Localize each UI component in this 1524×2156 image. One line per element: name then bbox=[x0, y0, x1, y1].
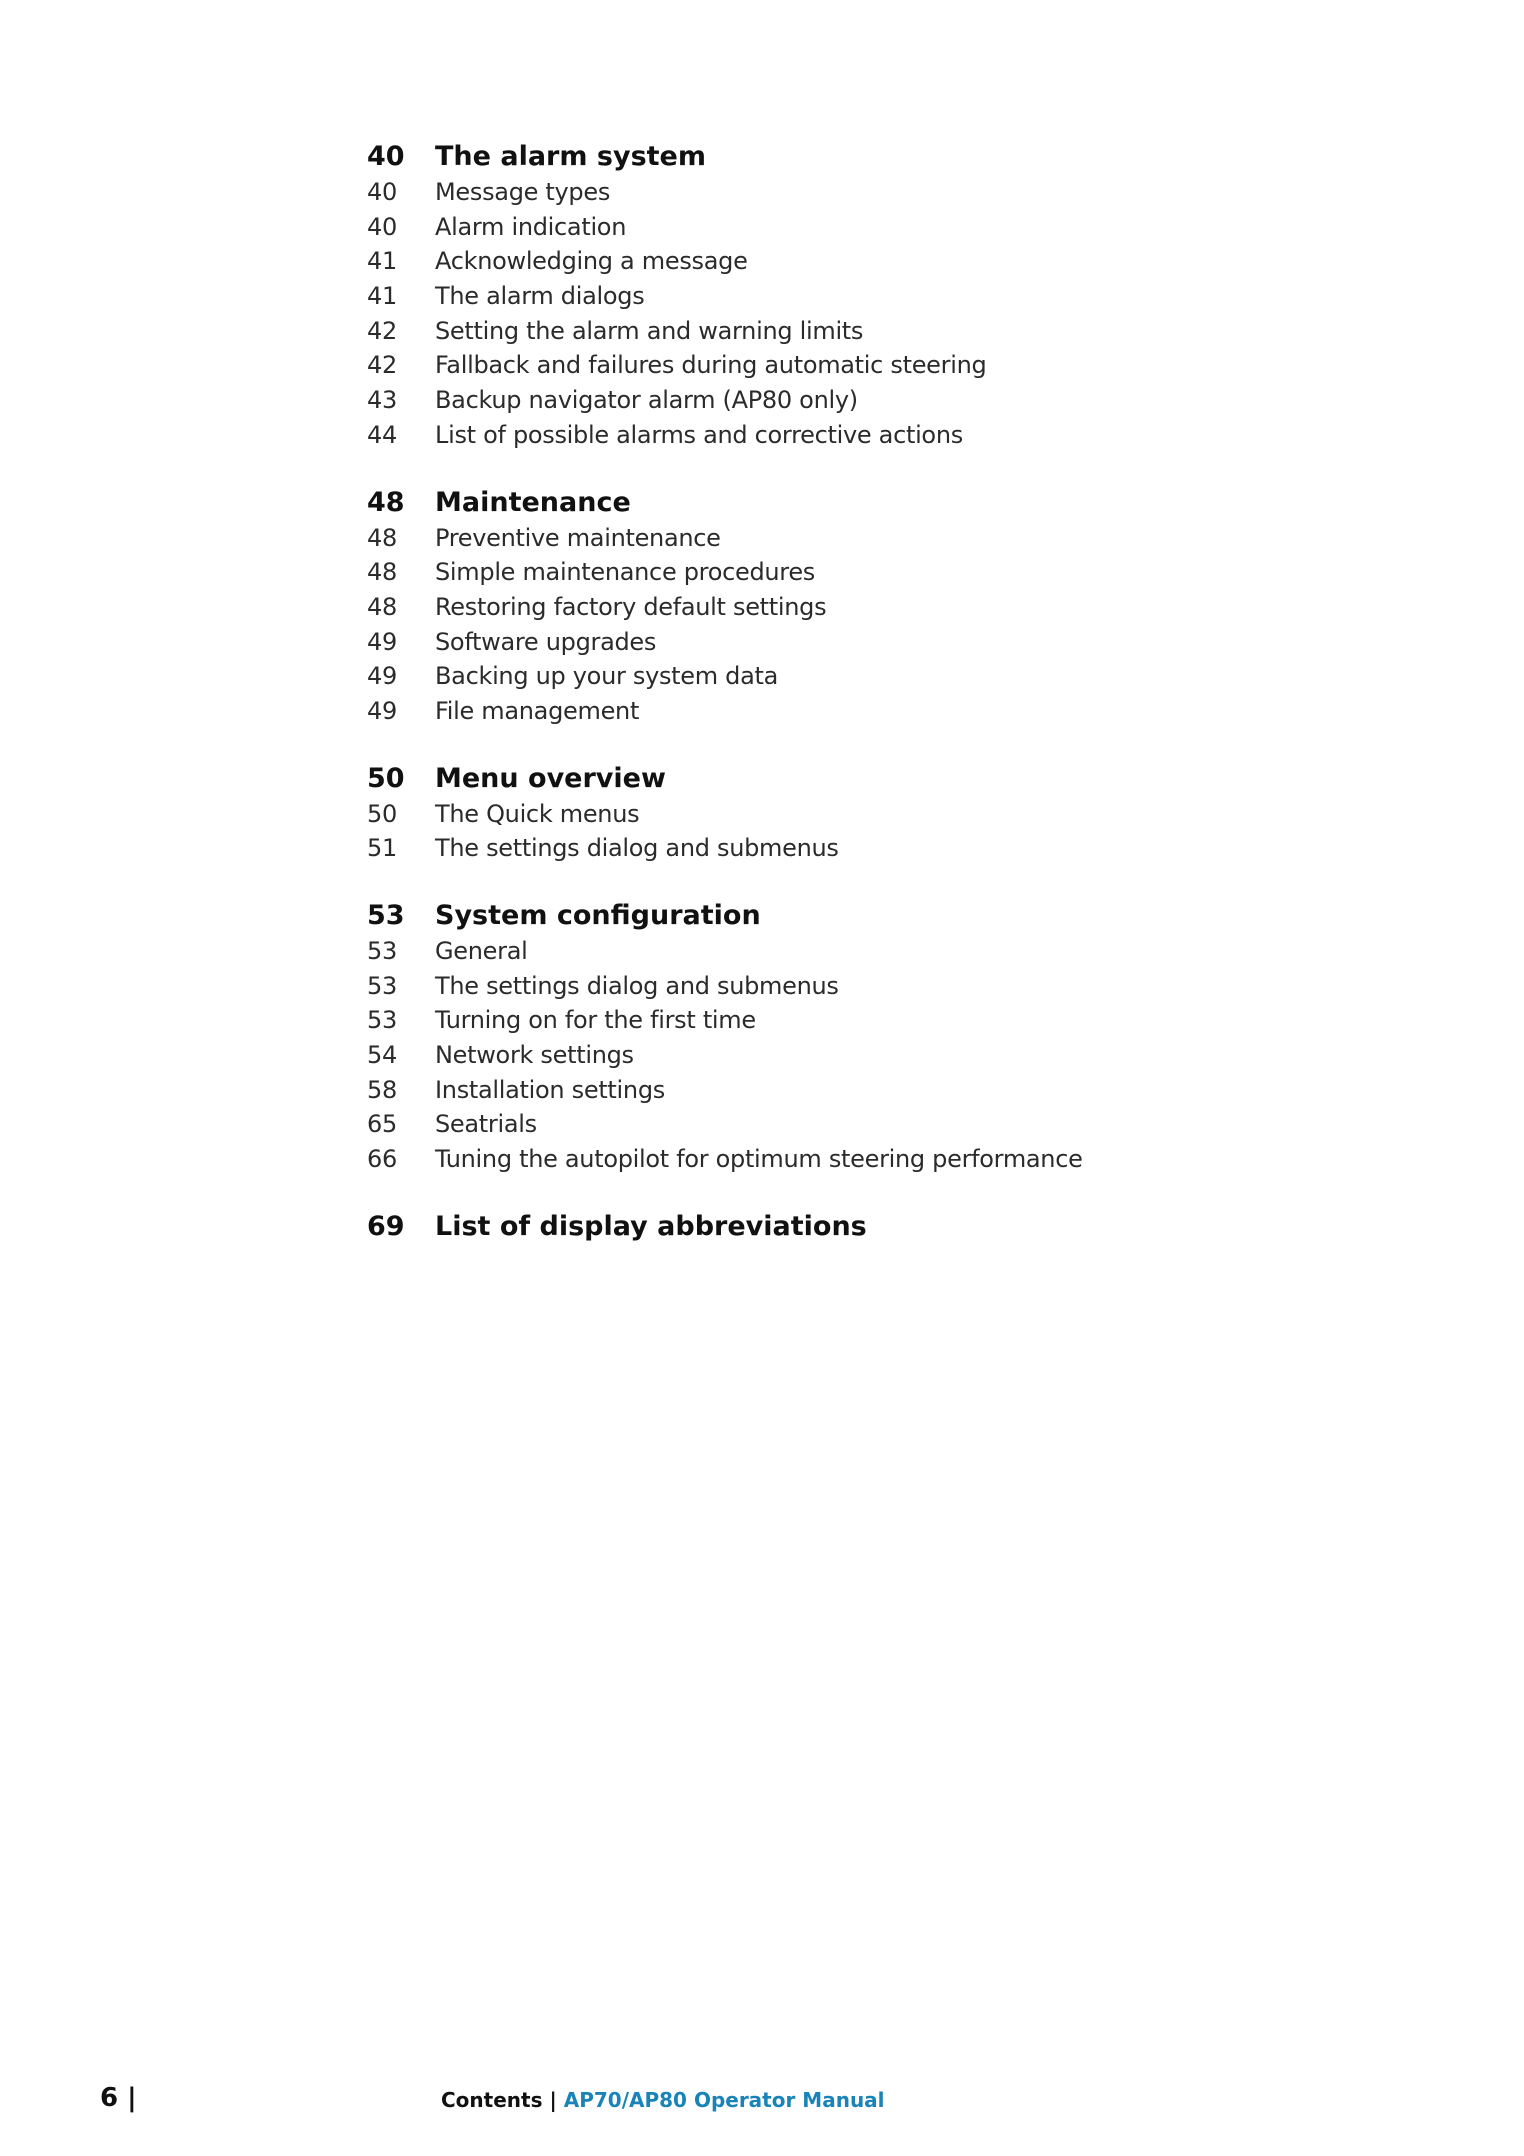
toc-entry[interactable] bbox=[367, 625, 1367, 660]
toc-section bbox=[367, 897, 1367, 1177]
toc-entry[interactable] bbox=[367, 348, 1367, 383]
toc-entry-page-number: 41 bbox=[367, 247, 397, 276]
footer-manual-title: AP70/AP80 Operator Manual bbox=[563, 2088, 885, 2112]
toc-section bbox=[367, 138, 1367, 453]
toc-entry-page-number: 53 bbox=[367, 971, 397, 1000]
toc-heading-page-number: 48 bbox=[367, 486, 405, 518]
toc-entry-page-number: 49 bbox=[367, 662, 397, 691]
toc-section-heading[interactable] bbox=[367, 760, 1367, 797]
toc-section-heading[interactable] bbox=[367, 138, 1367, 175]
toc-entry-page-number: 53 bbox=[367, 937, 397, 965]
toc-entry-page-number: 49 bbox=[367, 696, 397, 725]
toc-entry[interactable] bbox=[367, 555, 1367, 590]
toc-entry-title: Seatrials bbox=[435, 1110, 537, 1139]
toc-entry[interactable] bbox=[367, 418, 1367, 453]
toc-entry-page-number: 40 bbox=[367, 178, 397, 206]
toc-entry-page-number: 51 bbox=[367, 834, 397, 863]
toc-heading-page-number: 40 bbox=[367, 141, 405, 172]
toc-entry-title: The settings dialog and submenus bbox=[435, 834, 839, 863]
toc-heading-title: Maintenance bbox=[435, 486, 631, 518]
toc-entry[interactable] bbox=[367, 279, 1367, 314]
toc-entry-title: Backing up your system data bbox=[435, 662, 779, 691]
table-of-contents bbox=[367, 138, 1367, 1276]
toc-entry[interactable] bbox=[367, 1003, 1367, 1038]
toc-entry-title: General bbox=[435, 937, 528, 965]
toc-entry-title: Message types bbox=[435, 178, 611, 206]
toc-entry-page-number: 48 bbox=[367, 523, 397, 552]
toc-entry-page-number: 54 bbox=[367, 1041, 397, 1070]
toc-entry-title: Setting the alarm and warning limits bbox=[435, 316, 864, 345]
toc-entry-title: Turning on for the first time bbox=[435, 1006, 756, 1035]
toc-entry-page-number: 49 bbox=[367, 627, 397, 656]
toc-entry[interactable] bbox=[367, 521, 1367, 556]
toc-entry-title: The settings dialog and submenus bbox=[435, 971, 839, 1000]
toc-entry[interactable] bbox=[367, 383, 1367, 418]
toc-entry-title: File management bbox=[435, 696, 640, 725]
running-footer bbox=[441, 2088, 885, 2112]
toc-entry[interactable] bbox=[367, 659, 1367, 694]
toc-heading-title: Menu overview bbox=[435, 762, 666, 794]
toc-heading-title: List of display abbreviations bbox=[435, 1210, 867, 1242]
toc-entry[interactable] bbox=[367, 694, 1367, 729]
toc-entry-page-number: 44 bbox=[367, 420, 397, 449]
toc-heading-page-number: 53 bbox=[367, 900, 405, 931]
toc-section-heading[interactable] bbox=[367, 1208, 1367, 1245]
toc-entry-title: Software upgrades bbox=[435, 627, 657, 656]
toc-entry[interactable] bbox=[367, 175, 1367, 210]
toc-entry-title: The alarm dialogs bbox=[435, 282, 645, 311]
toc-heading-page-number: 69 bbox=[367, 1210, 405, 1242]
toc-entry-page-number: 58 bbox=[367, 1075, 397, 1104]
toc-entry-page-number: 48 bbox=[367, 592, 397, 621]
toc-entry-title: Simple maintenance procedures bbox=[435, 558, 816, 587]
toc-heading-title: The alarm system bbox=[435, 141, 706, 172]
toc-entry-page-number: 42 bbox=[367, 316, 397, 345]
toc-entry-title: Preventive maintenance bbox=[435, 523, 721, 552]
page-number: 6 | bbox=[100, 2083, 137, 2113]
footer-separator: | bbox=[549, 2088, 557, 2112]
toc-entry-title: Fallback and failures during automatic steering bbox=[435, 351, 987, 380]
toc-entry-title: Backup navigator alarm (AP80 only) bbox=[435, 386, 858, 415]
toc-section-heading[interactable] bbox=[367, 484, 1367, 521]
toc-entry-page-number: 53 bbox=[367, 1006, 397, 1035]
toc-entry[interactable] bbox=[367, 797, 1367, 832]
toc-heading-title: System configuration bbox=[435, 900, 761, 931]
toc-section bbox=[367, 760, 1367, 866]
toc-entry-page-number: 40 bbox=[367, 212, 397, 241]
toc-entry-title: List of possible alarms and corrective actions bbox=[435, 420, 963, 449]
toc-entry-title: Acknowledging a message bbox=[435, 247, 748, 276]
toc-heading-page-number: 50 bbox=[367, 762, 405, 794]
toc-entry[interactable] bbox=[367, 1073, 1367, 1108]
toc-entry[interactable] bbox=[367, 1107, 1367, 1142]
toc-entry-page-number: 66 bbox=[367, 1145, 397, 1174]
toc-entry-title: Network settings bbox=[435, 1041, 634, 1070]
toc-entry[interactable] bbox=[367, 969, 1367, 1004]
toc-entry[interactable] bbox=[367, 314, 1367, 349]
toc-entry[interactable] bbox=[367, 590, 1367, 625]
toc-entry-page-number: 41 bbox=[367, 282, 397, 311]
toc-entry-title: The Quick menus bbox=[435, 799, 640, 828]
toc-entry-page-number: 50 bbox=[367, 799, 397, 828]
toc-section bbox=[367, 1208, 1367, 1245]
toc-entry-title: Restoring factory default settings bbox=[435, 592, 827, 621]
toc-entry[interactable] bbox=[367, 244, 1367, 279]
toc-entry-page-number: 43 bbox=[367, 386, 397, 415]
toc-entry-title: Tuning the autopilot for optimum steering performance bbox=[435, 1145, 1083, 1174]
toc-entry-title: Alarm indication bbox=[435, 212, 627, 241]
toc-section bbox=[367, 484, 1367, 729]
toc-entry[interactable] bbox=[367, 210, 1367, 245]
toc-section-heading[interactable] bbox=[367, 897, 1367, 934]
toc-entry-title: Installation settings bbox=[435, 1075, 665, 1104]
toc-entry[interactable] bbox=[367, 934, 1367, 969]
toc-entry[interactable] bbox=[367, 831, 1367, 866]
toc-entry-page-number: 48 bbox=[367, 558, 397, 587]
toc-entry[interactable] bbox=[367, 1038, 1367, 1073]
toc-entry[interactable] bbox=[367, 1142, 1367, 1177]
toc-entry-page-number: 65 bbox=[367, 1110, 397, 1139]
footer-section-label: Contents bbox=[441, 2088, 543, 2112]
toc-entry-page-number: 42 bbox=[367, 351, 397, 380]
